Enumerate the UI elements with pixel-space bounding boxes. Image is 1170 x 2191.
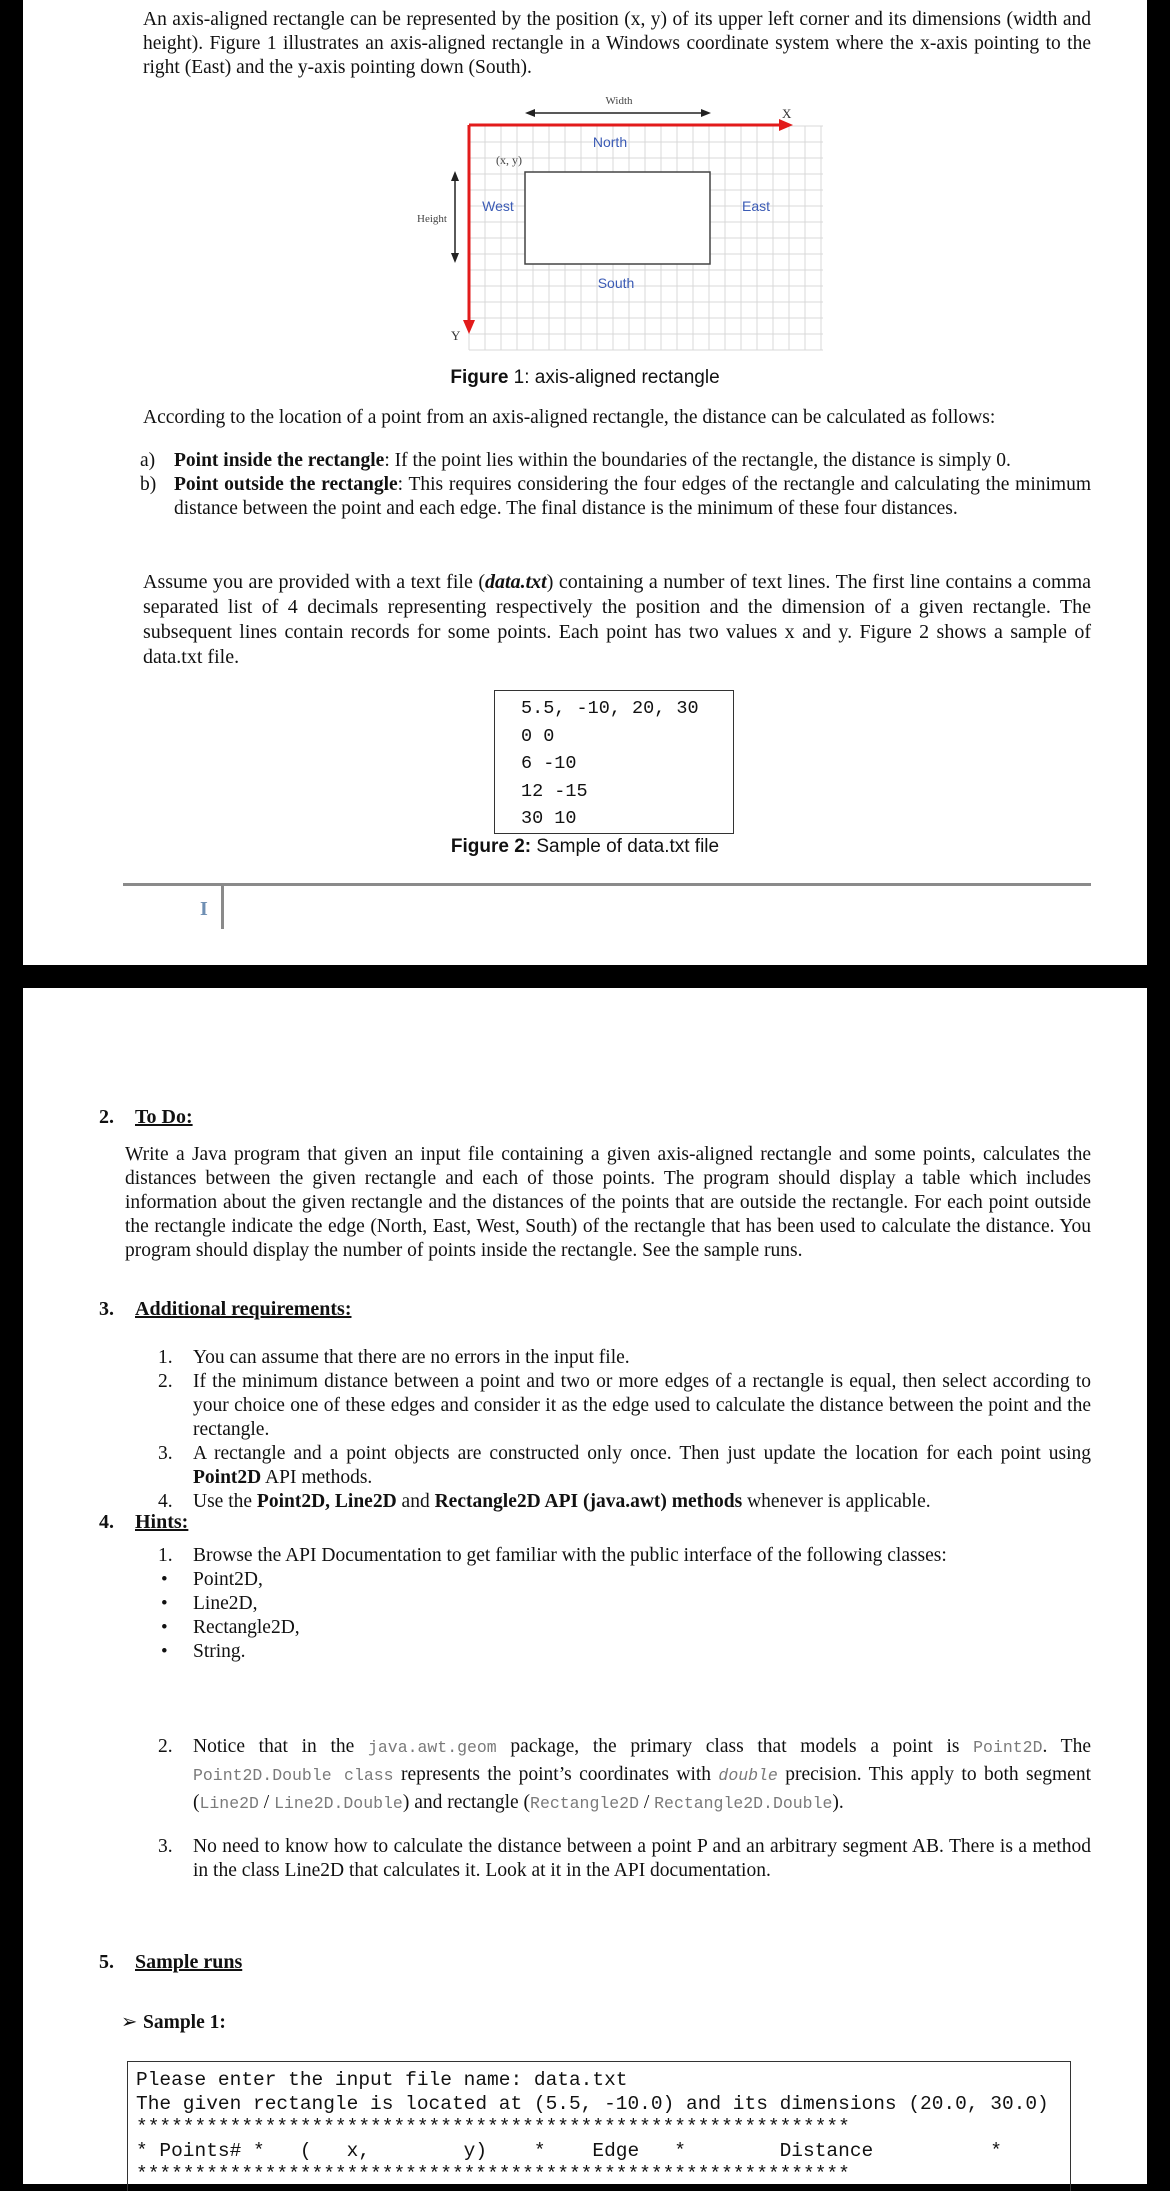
api-class-item: • Line2D, (158, 1592, 1091, 1616)
east-label: East (741, 198, 771, 214)
section-hints-title: 4. Hints: (99, 1511, 189, 1533)
console-line: ************************************************************* (136, 2163, 850, 2185)
figure-2-data-file (494, 690, 734, 834)
y-axis-arrowhead (463, 320, 475, 334)
axis-aligned-rectangle-diagram (383, 82, 843, 372)
requirements-list (158, 1346, 1091, 1514)
todo-paragraph: Write a Java program that given an input file containing a given axis-aligned rectangle and some points, calculates the distances between the given rectangle and each of those points. The program should display a table which includes information about the given rectangle and the distances of the points that are outside the rectangle. For each point outside the rectangle indicate the edge (North, East, West, South) of the rectangle that has been used to calculate the distance. You program should display the number of points inside the rectangle. See the sample runs. (125, 1144, 1091, 1261)
sample-console-output (127, 2061, 1071, 2191)
data-line: 6 -10 (521, 753, 577, 774)
text-cursor-icon: I (200, 898, 208, 920)
console-line: * Points# * ( x, y) * Edge * Distance * (136, 2139, 1002, 2162)
case-inside: a) Point inside the rectangle: If the point lies within the boundaries of the rectangle, the distance is simply 0. (140, 450, 1011, 471)
api-class-item: • String. (158, 1640, 1091, 1664)
figure-1-diagram (383, 82, 843, 372)
north-label: North (592, 134, 628, 150)
data-line: 0 0 (521, 725, 555, 747)
section-additional-title: 3. Additional requirements: (99, 1298, 352, 1320)
horizontal-divider (123, 883, 1091, 886)
hint-1: 1. Browse the API Documentation to get familiar with the public interface of the following classes: • Point2D, • Line2D, • Rectangle2D, • String. (158, 1544, 1091, 1664)
api-class-item: • Point2D, (158, 1568, 1091, 1592)
xy-label: (x, y) (496, 153, 522, 167)
api-class-item: • Rectangle2D, (158, 1616, 1091, 1640)
figure-1-caption: Figure 1: axis-aligned rectangle (450, 367, 720, 388)
west-label: West (482, 198, 514, 214)
width-label: Width (605, 95, 633, 107)
rectangle-shape (525, 172, 710, 264)
requirement-item: 1. You can assume that there are no errors in the input file. (158, 1347, 630, 1368)
distance-cases-list (140, 449, 1091, 521)
requirement-item: 2. If the minimum distance between a point and two or more edges of a rectangle is equal, then select according to your choice one of these edges and consider it as the edge used to calculate the distance between the point and the rectangle. (158, 1371, 1091, 1440)
console-line: ************************************************************* (136, 2116, 850, 2138)
console-line: The given rectangle is located at (5.5, -10.0) and its dimensions (20.0, 30.0) (136, 2092, 1049, 2115)
intro-paragraph: An axis-aligned rectangle can be represented by the position (x, y) of its upper left corner and its dimensions (width and height). Figure 1 illustrates an axis-aligned rectangle in a Windows coordinate system where the x-axis pointing to the right (East) and the y-axis pointing down (South). (143, 9, 1091, 78)
data-line: 5.5, -10, 20, 30 (521, 698, 699, 719)
case-outside: b) Point outside the rectangle: This requires considering the four edges of the rectangle and calculating the minimum distance between the point and each edge. The final distance is the minimum of these four distances. (140, 474, 1091, 519)
section-sample-runs-title: 5. Sample runs (99, 1951, 243, 1973)
cursor-bar (221, 885, 224, 929)
section-todo-title: 2. To Do: (99, 1106, 193, 1128)
hint-3: 3. No need to know how to calculate the distance between a point P and an arbitrary segment AB. There is a method in the class Line2D that calculates it. Look at it in the API documentation. (158, 1836, 1091, 1881)
south-label: South (597, 275, 635, 291)
document-page-1 (23, 0, 1147, 965)
arrow-bullet-icon: ➢ (121, 2010, 138, 2033)
location-paragraph: According to the location of a point from an axis-aligned rectangle, the distance can be calculated as follows: (143, 407, 996, 428)
data-line: 30 10 (521, 808, 577, 829)
api-classes-list (158, 1568, 1091, 1664)
y-axis-label: Y (451, 328, 461, 343)
figure-2-caption: Figure 2: Sample of data.txt file (450, 836, 720, 857)
sample-1-heading: ➢ Sample 1: (121, 2010, 226, 2033)
hint-2: 2. Notice that in the java.awt.geom package, the primary class that models a point is Point2D. The Point2D.Double class represents the point’s coordinates with double precision. This apply to both segment (Line2D / Line2D.Double) and rectangle (Rectangle2D / Rectangle2D.Double). (158, 1736, 1091, 1813)
assume-paragraph: Assume you are provided with a text file (data.txt) containing a number of text lines. The first line contains a comma separated list of 4 decimals representing respectively the position and the dimension of a given rectangle. The subsequent lines contain records for some points. Each point has two values x and y. Figure 2 shows a sample of data.txt file. (143, 571, 1092, 668)
data-line: 12 -15 (521, 780, 588, 802)
requirement-item: 4. Use the Point2D, Line2D and Rectangle2D API (java.awt) methods whenever is applicable. (158, 1491, 931, 1512)
console-line: Please enter the input file name: data.txt (136, 2069, 628, 2091)
height-label: Height (417, 213, 447, 225)
x-axis-label: X (782, 106, 792, 121)
requirement-item: 3. A rectangle and a point objects are constructed only once. Then just update the location for each point using Point2D API methods. (158, 1443, 1091, 1488)
document-page-2 (23, 988, 1147, 2184)
